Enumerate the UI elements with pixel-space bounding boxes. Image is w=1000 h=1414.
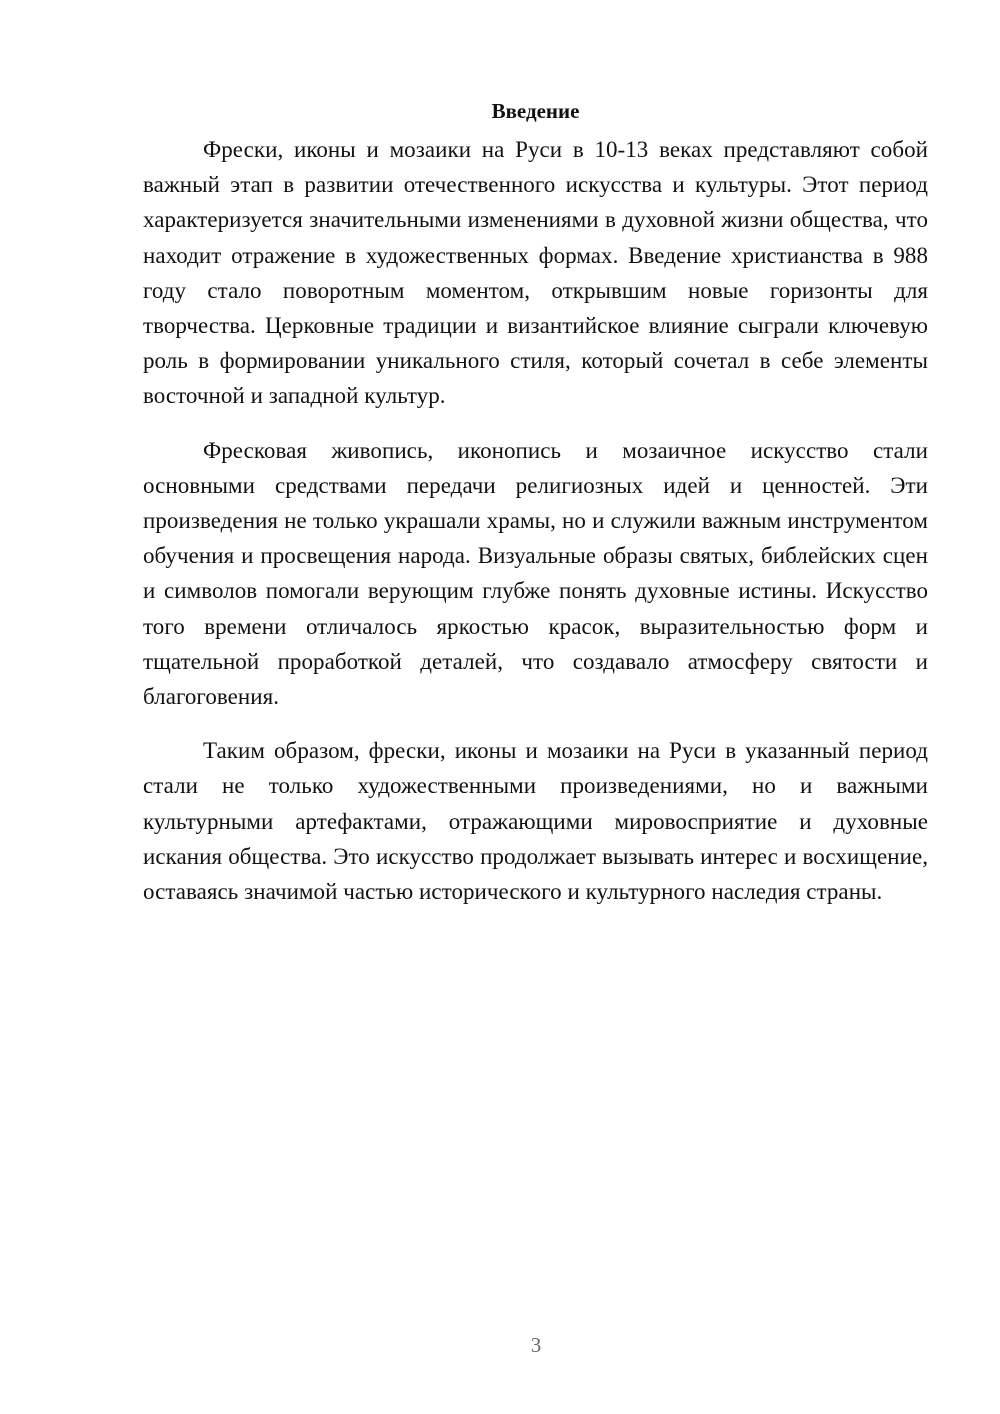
section-heading: Введение: [491, 99, 580, 123]
paragraph-3: Таким образом, фрески, иконы и мозаики на Руси в указанный период стали не только художественными произведениями, но и важными культурными артефактами, отражающими мировосприятие и духовные искания общества. Это искусство продолжает вызывать интерес и восхищение, оставаясь значимой частью исторического и культурного наследия страны.: [143, 738, 928, 905]
paragraph-1: Фрески, иконы и мозаики на Руси в 10-13 веках представляют собой важный этап в развитии отечественного искусства и культуры. Этот период характеризуется значительными изменениями в духовной жизни общества, что находит отражение в художественных формах. Введение христианства в 988 году стало поворотным моментом, открывшим новые горизонты для творчества. Церковные традиции и византийское влияние сыграли ключевую роль в формировании уникального стиля, который сочетал в себе элементы восточной и западной культур.: [143, 137, 928, 409]
page-number: 3: [530, 1333, 542, 1357]
paragraph-2: Фресковая живопись, иконопись и мозаичное искусство стали основными средствами передачи религиозных идей и ценностей. Эти произведения не только украшали храмы, но и служили важным инструментом обучения и просвещения народа. Визуальные образы святых, библейских сцен и символов помогали верующим глубже понять духовные истины. Искусство того времени отличалось яркостью красок, выразительностью форм и тщательной проработкой деталей, что создавало атмосферу святости и благоговения.: [143, 437, 928, 710]
page-content: [143, 96, 928, 928]
